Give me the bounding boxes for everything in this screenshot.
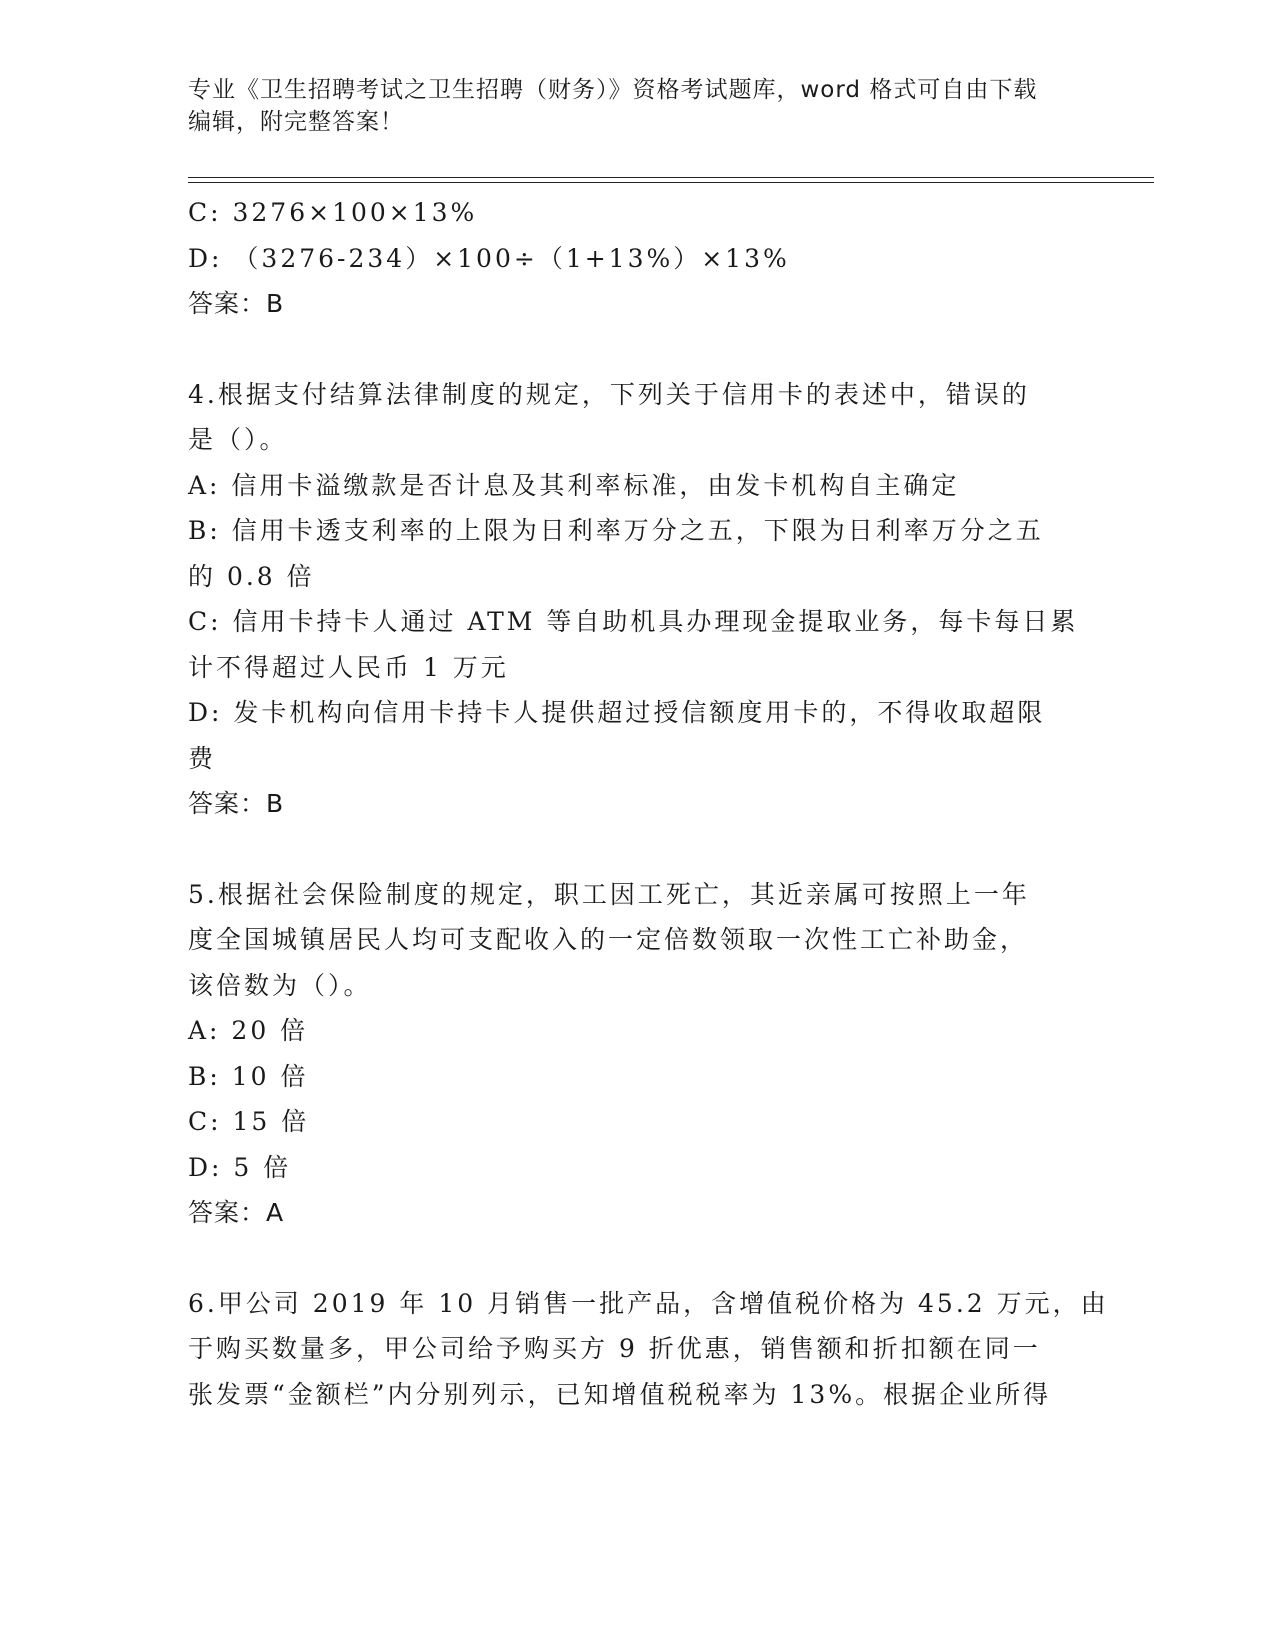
question-content xyxy=(188,190,1109,1417)
q5-stem-line-3: 该倍数为（）。 xyxy=(188,970,372,1000)
q4-stem-line-1: 4.根据支付结算法律制度的规定，下列关于信用卡的表述中，错误的 xyxy=(188,379,1030,409)
document-header xyxy=(188,74,1088,138)
q6-stem-line-3: 张发票“金额栏”内分别列示，已知增值税税率为 13%。根据企业所得 xyxy=(188,1379,1052,1409)
q3-option-c: C: 3276×100×13% xyxy=(188,198,478,227)
q4-option-b-line-2: 的 0.8 倍 xyxy=(188,561,315,591)
q4-option-a: A: 信用卡溢缴款是否计息及其利率标准，由发卡机构自主确定 xyxy=(188,470,960,500)
q4-option-c-line-2: 计不得超过人民币 1 万元 xyxy=(188,652,509,682)
q5-stem-line-1: 5.根据社会保险制度的规定，职工因工死亡，其近亲属可按照上一年 xyxy=(188,879,1030,909)
spacer xyxy=(188,327,1088,372)
q5-option-d: D: 5 倍 xyxy=(188,1152,292,1182)
header-divider-bottom xyxy=(188,182,1154,183)
q5-stem-line-2: 度全国城镇居民人均可支配收入的一定倍数领取一次性工亡补助金， xyxy=(188,925,1029,954)
question-6 xyxy=(188,1281,1109,1418)
header-divider-top xyxy=(188,177,1154,178)
q4-answer: 答案：B xyxy=(188,789,285,818)
header-line-1: 专业《卫生招聘考试之卫生招聘（财务）》资格考试题库，word 格式可自由下载 xyxy=(188,77,1038,103)
q5-option-c: C: 15 倍 xyxy=(188,1107,310,1136)
q4-stem-line-2: 是（）。 xyxy=(188,425,288,454)
spacer xyxy=(188,827,1088,872)
q4-option-d-line-2: 费 xyxy=(188,743,217,773)
q6-stem-line-2: 于购买数量多，甲公司给予购买方 9 折优惠，销售额和折扣额在同一 xyxy=(188,1334,1041,1363)
q5-option-a: A: 20 倍 xyxy=(188,1016,309,1045)
q4-option-d-line-1: D: 发卡机构向信用卡持卡人提供超过授信额度用卡的，不得收取超限 xyxy=(188,698,1046,727)
question-5 xyxy=(188,872,1088,1236)
q4-option-c-line-1: C: 信用卡持卡人通过 ATM 等自助机具办理现金提取业务，每卡每日累 xyxy=(188,607,1079,636)
question-3 xyxy=(188,190,1088,327)
question-4 xyxy=(188,372,1088,827)
q3-option-d: D: （3276-234）×100÷（1+13%）×13% xyxy=(188,243,790,273)
q6-stem-line-1: 6.甲公司 2019 年 10 月销售一批产品，含增值税价格为 45.2 万元，由 xyxy=(188,1288,1109,1318)
q4-option-b-line-1: B: 信用卡透支利率的上限为日利率万分之五，下限为日利率万分之五 xyxy=(188,516,1044,545)
q5-answer: 答案：A xyxy=(188,1198,285,1227)
header-line-2: 编辑，附完整答案！ xyxy=(188,109,404,135)
q5-option-b: B: 10 倍 xyxy=(188,1061,309,1091)
spacer xyxy=(188,1236,1088,1281)
q3-answer: 答案：B xyxy=(188,289,285,318)
